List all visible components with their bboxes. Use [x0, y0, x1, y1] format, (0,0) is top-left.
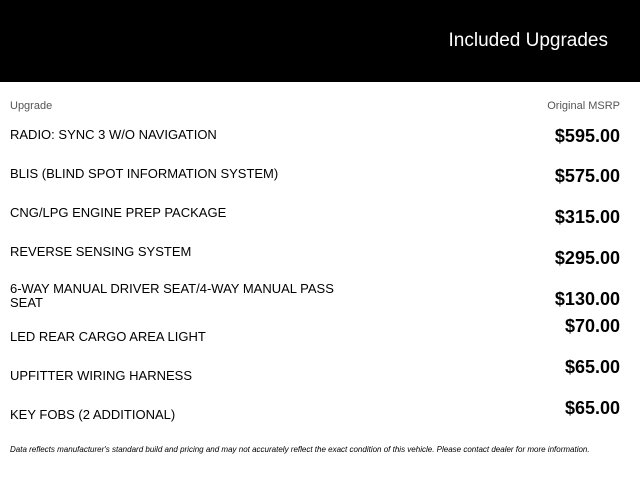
table-row — [0, 120, 640, 159]
disclaimer-text: Data reflects manufacturer's standard build and pricing and may not accurately reflect the exact condition of this vehicle. Please contact dealer for more information. — [10, 445, 590, 454]
page-title: Included Upgrades — [448, 30, 608, 51]
upgrade-name: RADIO: SYNC 3 W/O NAVIGATION — [10, 127, 217, 142]
upgrade-price: $65.00 — [564, 398, 620, 418]
column-header-upgrade: Upgrade — [10, 100, 53, 112]
upgrade-price: $295.00 — [554, 248, 620, 268]
upgrade-price: $65.00 — [564, 357, 620, 377]
upgrade-name: 6-WAY MANUAL DRIVER SEAT/4-WAY MANUAL PASS SEAT — [10, 281, 334, 310]
upgrade-price: $595.00 — [554, 126, 620, 146]
header-bar — [0, 0, 640, 82]
upgrade-name: REVERSE SENSING SYSTEM — [10, 244, 192, 259]
upgrade-name: UPFITTER WIRING HARNESS — [10, 368, 193, 383]
table-row — [0, 398, 640, 440]
table-row — [0, 276, 640, 323]
upgrade-name: KEY FOBS (2 ADDITIONAL) — [10, 407, 176, 422]
column-header-msrp: Original MSRP — [547, 100, 620, 112]
table-row — [0, 198, 640, 237]
table-row — [0, 237, 640, 276]
upgrade-name: CNG/LPG ENGINE PREP PACKAGE — [10, 205, 227, 220]
upgrade-price: $130.00 — [554, 289, 620, 309]
upgrade-name: BLIS (BLIND SPOT INFORMATION SYSTEM) — [10, 166, 279, 181]
upgrades-table — [0, 120, 640, 440]
table-row — [0, 316, 640, 362]
upgrade-price: $315.00 — [554, 207, 620, 227]
upgrade-name: LED REAR CARGO AREA LIGHT — [10, 329, 206, 344]
table-row — [0, 159, 640, 198]
upgrade-price: $70.00 — [564, 316, 620, 336]
upgrade-price: $575.00 — [554, 166, 620, 186]
table-row — [0, 357, 640, 401]
